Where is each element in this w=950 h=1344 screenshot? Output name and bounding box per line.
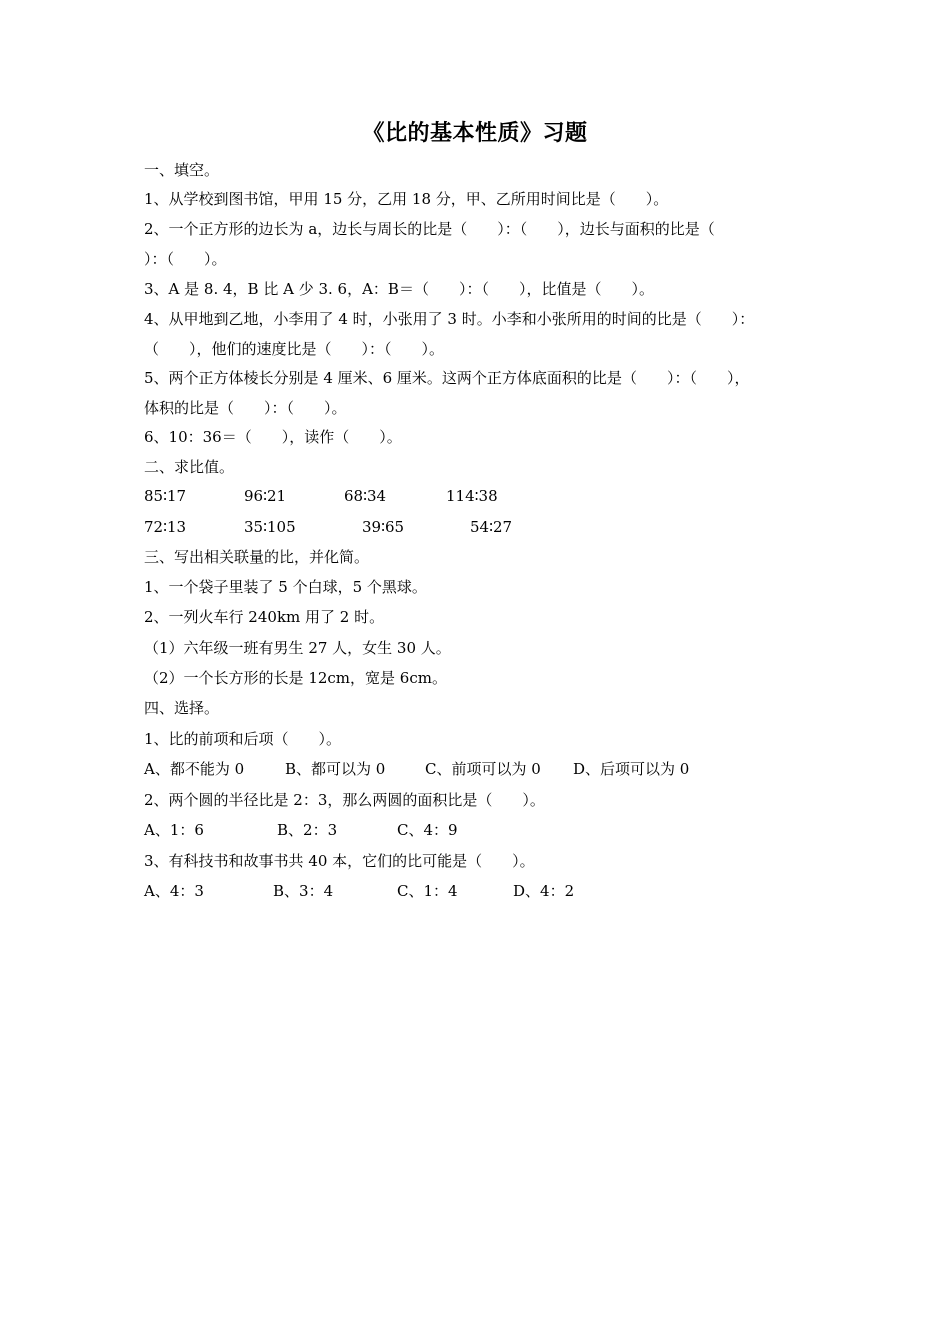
ratio-item: 96∶21 xyxy=(244,487,287,505)
s1-question-5-line-1: 5、两个正方体棱长分别是 4 厘米、6 厘米。这两个正方体底面积的比是（ ）：（ ）， xyxy=(144,369,750,387)
s1-question-2-line-1: 2、一个正方形的边长为 a，边长与周长的比是（ ）：（ ），边长与面积的比是（ xyxy=(144,220,715,238)
section-3-heading: 三、写出相关联量的比，并化简。 xyxy=(144,548,370,566)
choice-option: C、4：9 xyxy=(397,821,458,839)
page-title: 《比的基本性质》习题 xyxy=(362,120,588,146)
section-1-heading: 一、填空。 xyxy=(144,161,220,179)
choice-option: D、4：2 xyxy=(513,882,575,900)
s1-question-5-line-2: 体积的比是（ ）：（ ）。 xyxy=(144,399,347,417)
s4-question-2: 2、两个圆的半径比是 2：3，那么两圆的面积比是（ ）。 xyxy=(144,791,545,809)
s1-question-3: 3、A 是 8. 4，B 比 A 少 3. 6，A：B＝（ ）：（ ），比值是（ ）。 xyxy=(144,280,654,298)
s1-question-4-line-2: （ ），他们的速度比是（ ）：（ ）。 xyxy=(144,340,445,358)
s4-question-3: 3、有科技书和故事书共 40 本，它们的比可能是（ ）。 xyxy=(144,852,535,870)
s1-question-4-line-1: 4、从甲地到乙地，小李用了 4 时，小张用了 3 时。小李和小张所用的时间的比是（ ）： xyxy=(144,310,755,328)
section-4-heading: 四、选择。 xyxy=(144,699,220,717)
ratio-item: 39∶65 xyxy=(362,518,405,536)
s3-question-3: （1）六年级一班有男生 27 人，女生 30 人。 xyxy=(144,639,451,657)
choice-option: A、1：6 xyxy=(144,821,204,839)
s3-question-4: （2）一个长方形的长是 12cm，宽是 6cm。 xyxy=(144,669,447,687)
ratio-item: 85∶17 xyxy=(144,487,187,505)
choice-option: B、都可以为 0 xyxy=(285,760,386,778)
ratio-item: 54∶27 xyxy=(470,518,513,536)
section-2-heading: 二、求比值。 xyxy=(144,458,235,476)
choice-option: B、2：3 xyxy=(277,821,338,839)
s1-question-1: 1、从学校到图书馆，甲用 15 分，乙用 18 分，甲、乙所用时间比是（ ）。 xyxy=(144,190,669,208)
choice-option: D、后项可以为 0 xyxy=(573,760,690,778)
ratio-item: 114∶38 xyxy=(446,487,498,505)
choice-option: C、1：4 xyxy=(397,882,458,900)
ratio-item: 68∶34 xyxy=(344,487,387,505)
s4-question-1: 1、比的前项和后项（ ）。 xyxy=(144,730,342,748)
s3-question-1: 1、一个袋子里装了 5 个白球，5 个黑球。 xyxy=(144,578,427,596)
s1-question-6: 6、10：36＝（ ），读作（ ）。 xyxy=(144,428,402,446)
s1-question-2-line-2: ）：（ ）。 xyxy=(144,250,227,268)
ratio-item: 72∶13 xyxy=(144,518,187,536)
choice-option: C、前项可以为 0 xyxy=(425,760,541,778)
choice-option: A、4：3 xyxy=(144,882,204,900)
ratio-item: 35∶105 xyxy=(244,518,296,536)
choice-option: B、3：4 xyxy=(273,882,334,900)
choice-option: A、都不能为 0 xyxy=(144,760,245,778)
s3-question-2: 2、一列火车行 240km 用了 2 时。 xyxy=(144,608,385,626)
